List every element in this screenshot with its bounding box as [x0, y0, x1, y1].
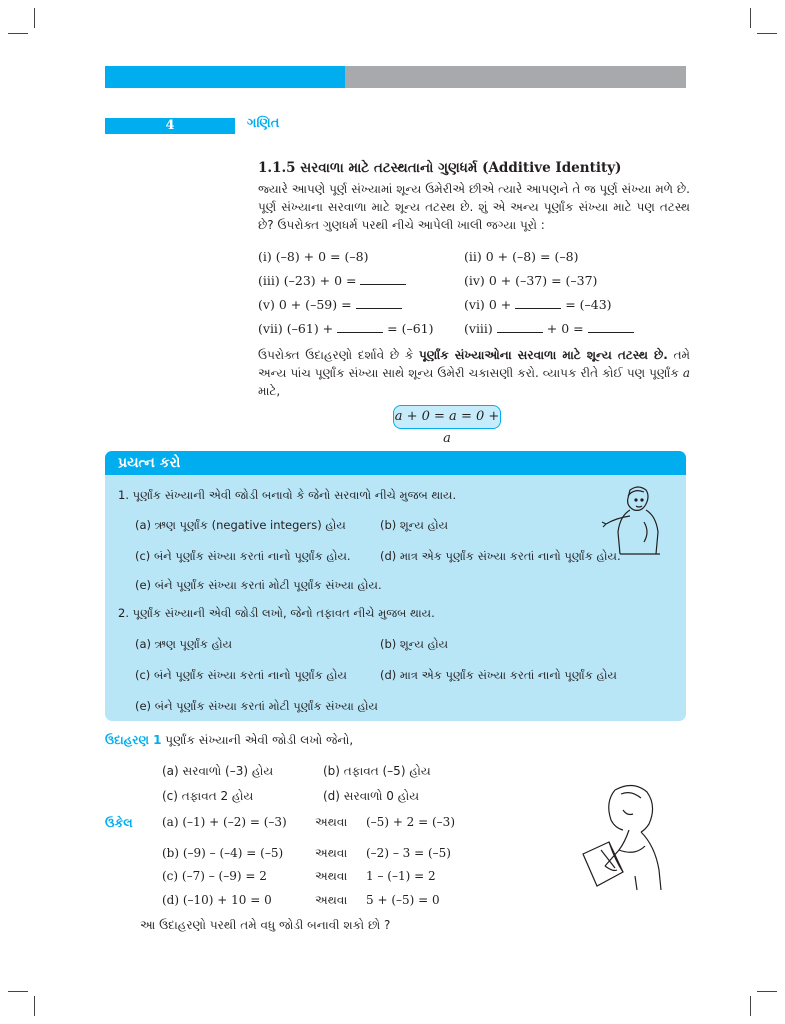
crop-mark — [8, 991, 28, 992]
crop-mark — [8, 33, 28, 34]
example-label: ઉદાહરણ 1 — [105, 733, 162, 747]
q1-option-b: (b) શૂન્ય હોય — [380, 518, 449, 532]
solution-right: 1 – (–1) = 2 — [366, 869, 436, 883]
blank-line — [356, 298, 402, 309]
solution-left: (c) (–7) – (–9) = 2 — [162, 869, 267, 883]
closing-question: આ ઉદાહરણો પરથી તમે વધુ જોડી બનાવી શકો છો ? — [140, 918, 391, 932]
exercise-item: (v) 0 + (–59) = — [258, 297, 402, 312]
q1-option-d: (d) માત્ર એક પૂર્ણાંક સંખ્યા કરતાં નાનો પૂર્ણાંક હોય. — [380, 549, 621, 563]
q1-option-c: (c) બંને પૂર્ણાંક સંખ્યા કરતાં નાનો પૂર્ણાંક હોય. — [135, 549, 351, 563]
exercise-item: (iv) 0 + (–37) = (–37) — [464, 273, 598, 288]
solution-left: (d) (–10) + 10 = 0 — [162, 893, 272, 907]
blank-line — [497, 322, 543, 333]
exercise-item: (vi) 0 + = (–43) — [464, 297, 612, 312]
crop-mark — [750, 8, 751, 28]
or-word: અથવા — [315, 846, 348, 860]
crop-mark — [757, 991, 777, 992]
crop-mark — [34, 996, 35, 1016]
section-title — [258, 160, 621, 176]
crop-mark — [34, 8, 35, 28]
try-these-header — [105, 451, 686, 475]
blank-line — [360, 274, 406, 285]
q2-option-d: (d) માત્ર એક પૂર્ણાંક સંખ્યા કરતાં નાનો પૂર્ણાંક હોય — [380, 668, 617, 682]
page-number: 4 — [105, 118, 235, 134]
section-number: 1.1.5 — [258, 160, 296, 176]
q2-option-b: (b) શૂન્ય હોય — [380, 637, 449, 651]
identity-formula: a + 0 = a = 0 + a — [393, 405, 501, 429]
blank-line — [337, 322, 383, 333]
blank-line — [588, 322, 634, 333]
example-part-d: (d) સરવાળો 0 હોય — [323, 789, 420, 803]
or-word: અથવા — [315, 815, 348, 829]
solution-right: 5 + (–5) = 0 — [366, 893, 440, 907]
question-2: 2. પૂર્ણાંક સંખ્યાની એવી જોડી લખો, જેનો તફાવત નીચે મુજબ થાય. — [118, 606, 435, 620]
example-part-a: (a) સરવાળો (–3) હોય — [162, 764, 274, 778]
solution-left: (a) (–1) + (–2) = (–3) — [162, 815, 287, 829]
solution-right: (–2) – 3 = (–5) — [366, 846, 451, 860]
example-heading — [105, 733, 353, 748]
q2-option-c: (c) બંને પૂર્ણાંક સંખ્યા કરતાં નાનો પૂર્ણાંક હોય — [135, 668, 347, 682]
solution-label: ઉકેલ — [105, 815, 133, 830]
exercise-item: (vii) (–61) + = (–61) — [258, 321, 434, 336]
crop-mark — [757, 33, 777, 34]
girl-reading-illustration — [575, 780, 685, 892]
intro-paragraph: જ્યારે આપણે પૂર્ણ સંખ્યામાં શૂન્ય ઉમેરીએ છીએ ત્યારે આપણને તે જ પૂર્ણ સંખ્યા મળે છે. પૂર્ણ સંખ્યાના સરવાળા માટે શૂન્ય તટસ્થ છે. શું એ અન્ય પૂર્ણાંક સંખ્યા માટે પણ તટસ્થ છે? ઉપરોક્ત ગુણધર્મ પરથી નીચે આપેલી ખાલી જગ્યા પૂરો : — [258, 182, 690, 232]
subject-title: ગણિત — [247, 116, 280, 131]
exercise-item: (i) (–8) + 0 = (–8) — [258, 249, 369, 264]
q1-option-e: (e) બંને પૂર્ણાંક સંખ્યા કરતાં મોટી પૂર્ણાંક સંખ્યા હોય. — [135, 578, 382, 592]
solution-right: (–5) + 2 = (–3) — [366, 815, 455, 829]
exercise-item: (iii) (–23) + 0 = — [258, 273, 406, 288]
header-bar-grey — [345, 66, 686, 88]
try-these-title: પ્રયત્ન કરો — [118, 455, 181, 471]
q1-option-a: (a) ઋણ પૂર્ણાંક (negative integers) હોય — [135, 518, 346, 532]
section-title-gujarati: સરવાળા માટે તટસ્થતાનો ગુણધર્મ — [300, 160, 478, 176]
example-part-c: (c) તફાવત 2 હોય — [162, 789, 254, 803]
section-title-english: (Additive Identity) — [482, 160, 622, 176]
example-part-b: (b) તફાવત (–5) હોય — [323, 764, 431, 778]
boy-illustration — [600, 482, 675, 562]
crop-mark — [750, 996, 751, 1016]
or-word: અથવા — [315, 869, 348, 883]
example-text: પૂર્ણાંક સંખ્યાની એવી જોડી લખો જેનો, — [165, 733, 354, 747]
q2-option-e: (e) બંને પૂર્ણાંક સંખ્યા કરતાં મોટી પૂર્ણાંક સંખ્યા હોય — [135, 699, 378, 713]
or-word: અથવા — [315, 893, 348, 907]
blank-line — [515, 298, 561, 309]
exercise-item: (viii) + 0 = — [464, 321, 634, 336]
question-1: 1. પૂર્ણાંક સંખ્યાની એવી જોડી બનાવો કે જેનો સરવાળો નીચે મુજબ થાય. — [118, 488, 457, 502]
solution-left: (b) (–9) – (–4) = (–5) — [162, 846, 284, 860]
exercise-item: (ii) 0 + (–8) = (–8) — [464, 249, 579, 264]
header-bar-blue — [105, 66, 345, 88]
q2-option-a: (a) ઋણ પૂર્ણાંક હોય — [135, 637, 233, 651]
conclusion-paragraph: ઉપરોક્ત ઉદાહરણો દર્શાવે છે કે પૂર્ણાંક સંખ્યાઓના સરવાળા માટે શૂન્ય તટસ્થ છે. તમે અન્ય પાંચ પૂર્ણાંક સંખ્યા સાથે શૂન્ય ઉમેરી ચકાસણી કરો. વ્યાપક રીતે કોઈ પણ પૂર્ણાંક a માટે, — [258, 348, 690, 398]
